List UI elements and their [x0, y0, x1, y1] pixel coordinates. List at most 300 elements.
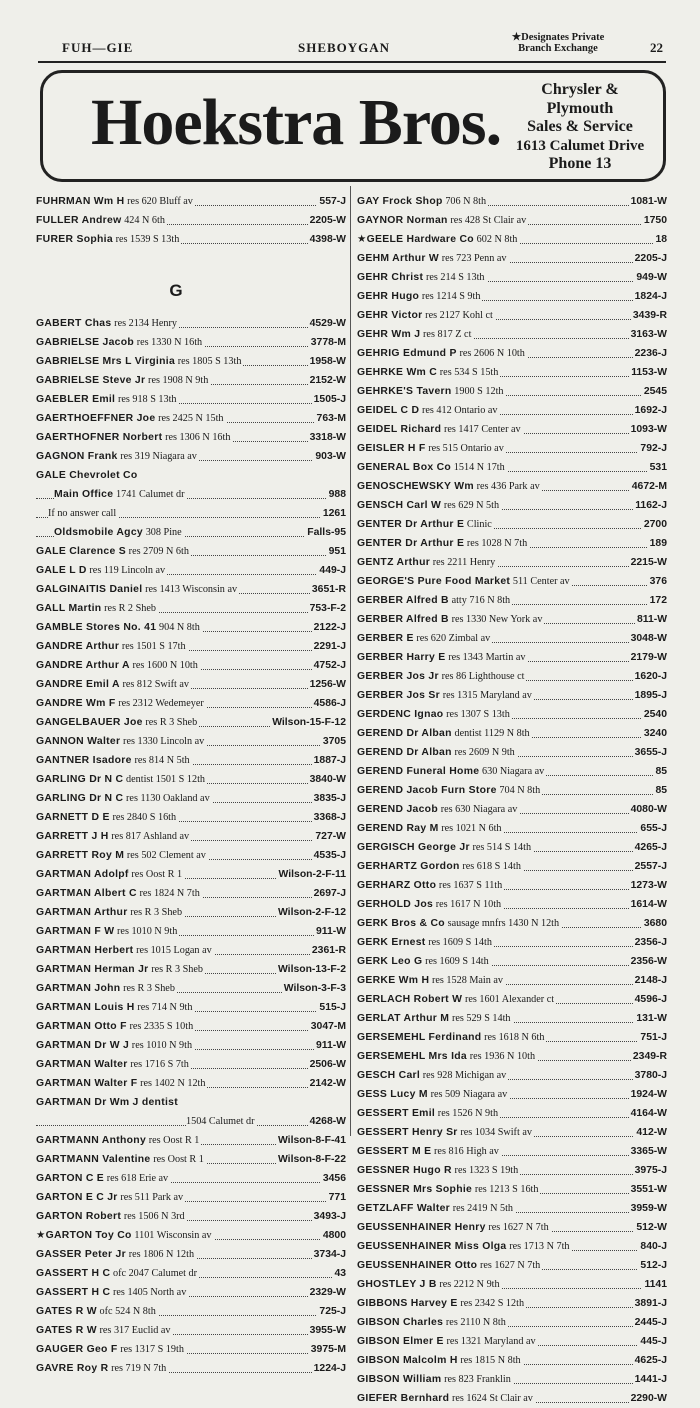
listing-entry: [357, 724, 667, 743]
entry-address: res 1413 Wisconsin av: [145, 584, 238, 595]
entry-address: res 1627 N 7th: [479, 1260, 541, 1271]
entry-phone: Wilson-13-F-2: [276, 960, 346, 979]
entry-phone: 2506-W: [308, 1055, 346, 1074]
entry-phone: 1824-J: [633, 287, 667, 306]
entry-name: GENTZ Arthur: [357, 557, 431, 568]
listing-entry: [36, 1036, 346, 1055]
entry-phone: 412-W: [634, 1123, 667, 1142]
entry-address: res 534 S 15th: [439, 367, 499, 378]
entry-text: [357, 575, 572, 587]
entry-address: res 723 Penn av: [441, 253, 507, 264]
entry-phone: 3651-R: [310, 580, 346, 599]
listing-entry: [36, 1264, 346, 1283]
entry-phone: 1153-W: [629, 363, 667, 382]
entry-address: res 816 High av: [434, 1146, 499, 1157]
listing-entry: [357, 1370, 667, 1389]
entry-text: [357, 803, 519, 815]
entry-text: [357, 1373, 513, 1385]
entry-text: [357, 480, 542, 492]
listing-entry: [36, 979, 346, 998]
entry-phone: 753-F-2: [308, 599, 346, 618]
entry-phone: 449-J: [317, 561, 346, 580]
entry-name: GERKE Wm H: [357, 975, 430, 986]
entry-text: [357, 1183, 540, 1195]
listing-entry: [36, 1112, 346, 1131]
listing-entry: [357, 1085, 667, 1104]
entry-name: GARTON C E: [36, 1173, 105, 1184]
entry-text: [36, 963, 205, 975]
listing-entry: [357, 192, 667, 211]
entry-phone: 2148-J: [633, 971, 667, 990]
entry-address: res 823 Franklin: [444, 1374, 511, 1385]
entry-address: res 620 Bluff av: [127, 196, 193, 207]
entry-phone: 949-W: [634, 268, 667, 287]
listing-entry: [357, 1142, 667, 1161]
listing-entry: [36, 1017, 346, 1036]
entry-address: res 1539 S 13th: [115, 234, 180, 245]
ad-line1: Chrysler &: [541, 81, 619, 98]
entry-text: [36, 678, 191, 690]
entry-name: GENTER Dr Arthur E: [357, 519, 465, 530]
entry-name: GEUSSENHAINER Miss Olga: [357, 1241, 507, 1252]
entry-name: GARTMAN Albert C: [36, 888, 137, 899]
entry-name: GALE L D: [36, 565, 87, 576]
entry-phone: 1750: [642, 211, 667, 230]
entry-name: GALGINAITIS Daniel: [36, 584, 143, 595]
entry-text: [357, 328, 473, 340]
entry-text: [36, 773, 207, 785]
entry-address: res Oost R 1: [153, 1154, 204, 1165]
entry-address: res 2609 N 9th: [454, 747, 515, 758]
entry-phone: 2356-W: [629, 952, 667, 971]
entry-text: [36, 469, 140, 481]
listing-entry: [357, 363, 667, 382]
listing-entry: [357, 743, 667, 762]
entry-name: GIBSON Charles: [357, 1317, 444, 1328]
entry-name: GENTER Dr Arthur E: [357, 538, 465, 549]
entry-name: FURER Sophia: [36, 234, 113, 245]
listing-entry: [36, 485, 346, 504]
entry-text: [36, 792, 212, 804]
entry-address: res 1528 Main av: [431, 975, 503, 986]
entry-phone: 4265-J: [633, 838, 667, 857]
entry-name: GAEBLER Emil: [36, 394, 116, 405]
entry-phone: 531: [648, 458, 667, 477]
listing-entry: [357, 420, 667, 439]
listing-entry: [36, 789, 346, 808]
entry-text: [357, 195, 488, 207]
entry-name: GERBER Harry E: [357, 652, 446, 663]
entry-name: GAERTHOFNER Norbert: [36, 432, 163, 443]
listing-entry: [36, 827, 346, 846]
entry-name: GEREND Funeral Home: [357, 766, 480, 777]
entry-text: [357, 233, 519, 245]
entry-address: res 1034 Swift av: [460, 1127, 532, 1138]
listing-entry: [36, 371, 346, 390]
listing-entry: [357, 325, 667, 344]
entry-phone: 751-J: [638, 1028, 667, 1047]
entry-phone: 771: [327, 1188, 346, 1207]
entry-phone: 512-W: [634, 1218, 667, 1237]
entry-address: res 1806 N 12th: [128, 1249, 195, 1260]
entry-text: [357, 499, 501, 511]
listing-entry: [36, 542, 346, 561]
entry-text: [357, 461, 507, 473]
entry-text: [357, 1278, 502, 1290]
entry-address: 1900 S 12th: [454, 386, 504, 397]
entry-address: res Oost R 1: [148, 1135, 200, 1146]
listing-entry: [357, 1047, 667, 1066]
entry-address: res 2110 N 8th: [445, 1317, 506, 1328]
listing-entry: [36, 713, 346, 732]
listing-entry: [36, 466, 346, 485]
entry-text: [357, 860, 523, 872]
entry-name: GANGELBAUER Joe: [36, 717, 143, 728]
entry-name: GATES R W: [36, 1306, 97, 1317]
entry-phone: 1924-W: [629, 1085, 667, 1104]
listing-entry: [357, 629, 667, 648]
entry-address: sausage mnfrs 1430 N 12th: [447, 918, 560, 929]
entry-text: [357, 1088, 509, 1100]
entry-name: GEHRIG Edmund P: [357, 348, 457, 359]
entry-address: res 714 N 9th: [137, 1002, 193, 1013]
listing-entry: [357, 439, 667, 458]
listing-entry: [357, 1123, 667, 1142]
listing-entry: [36, 230, 346, 249]
listing-entry: [36, 1340, 346, 1359]
entry-address: 706 N 8th: [445, 196, 487, 207]
entry-address: res 511 Park av: [120, 1192, 184, 1203]
listing-entry: [36, 1321, 346, 1340]
listing-entry: [36, 1074, 346, 1093]
ad-line4: 1613 Calumet Drive: [515, 137, 645, 154]
entry-address: res 514 S 14th: [472, 842, 532, 853]
entry-address: res 1600 N 10th: [132, 660, 198, 671]
entry-phone: 3551-W: [629, 1180, 667, 1199]
entry-text: [36, 195, 195, 207]
entry-address: res 2840 S 16th: [112, 812, 177, 823]
entry-text: [54, 488, 187, 500]
entry-phone: 1081-W: [629, 192, 667, 211]
entry-name: GEHR Victor: [357, 310, 423, 321]
entry-address: 704 N 8th: [499, 785, 541, 796]
entry-name: GESSNER Mrs Sophie: [357, 1184, 473, 1195]
entry-phone: 445-J: [638, 1332, 667, 1351]
listing-entry: [357, 268, 667, 287]
entry-text: [357, 252, 509, 264]
header-city: SHEBOYGAN: [298, 40, 391, 55]
entry-text: [36, 1001, 194, 1013]
listing-entry: [357, 800, 667, 819]
listing-entry: [357, 686, 667, 705]
entry-name: GEHRKE Wm C: [357, 367, 438, 378]
entry-phone: 3780-J: [633, 1066, 667, 1085]
listing-entry: [36, 1188, 346, 1207]
entry-phone: 515-J: [317, 998, 346, 1017]
entry-name: GEUSSENHAINER Otto: [357, 1260, 478, 1271]
listing-entry: [357, 496, 667, 515]
entry-address: res 2312 Wedemeyer: [118, 698, 204, 709]
listing-entry: [36, 352, 346, 371]
entry-address: res 1321 Maryland av: [446, 1336, 536, 1347]
listing-entry: [357, 610, 667, 629]
entry-phone: Wilson-3-F-3: [282, 979, 346, 998]
entry-name: GARRETT Roy M: [36, 850, 125, 861]
entry-text: [36, 849, 208, 861]
entry-phone: Wilson-8-F-41: [276, 1131, 346, 1150]
entry-text: [36, 1248, 196, 1260]
listing-entry: [36, 884, 346, 903]
entry-text: [36, 887, 202, 899]
listing-entry: [36, 675, 346, 694]
entry-phone: 2142-W: [308, 1074, 346, 1093]
entry-name: GARTMAN John: [36, 983, 121, 994]
entry-text: [357, 309, 495, 321]
entry-phone: 2540: [642, 705, 667, 724]
listing-entry: [357, 990, 667, 1009]
listing-entry: [357, 515, 667, 534]
entry-name: GERHARTZ Gordon: [357, 861, 460, 872]
entry-phone: 3318-W: [308, 428, 346, 447]
entry-name: GERK Leo G: [357, 956, 423, 967]
entry-phone: 1887-J: [312, 751, 346, 770]
listing-entry: [357, 382, 667, 401]
entry-address: res 509 Niagara av: [430, 1089, 508, 1100]
entry-name: GAVRE Roy R: [36, 1363, 109, 1374]
entry-address: res 630 Niagara av: [440, 804, 518, 815]
entry-phone: 3655-J: [633, 743, 667, 762]
entry-phone: 4529-W: [308, 314, 346, 333]
entry-address: res 1627 N 7th: [488, 1222, 549, 1233]
entry-text: [357, 898, 503, 910]
entry-address: dentist 1129 N 8th: [454, 728, 530, 739]
entry-text: [36, 1343, 186, 1355]
entry-text: [357, 385, 506, 397]
entry-text: [36, 1362, 168, 1374]
entry-phone: 903-W: [313, 447, 346, 466]
entry-name: GERLACH Robert W: [357, 994, 463, 1005]
listing-entry: [357, 876, 667, 895]
entry-address: res 2134 Henry: [114, 318, 177, 329]
entry-text: [36, 214, 167, 226]
entry-phone: 2349-R: [631, 1047, 667, 1066]
entry-phone: 3705: [321, 732, 346, 751]
entry-phone: 2205-J: [633, 249, 667, 268]
entry-address: 1741 Calumet dr: [116, 489, 185, 500]
entry-address: res 2211 Henry: [432, 557, 496, 568]
entry-phone: 1141: [642, 1275, 667, 1294]
entry-name: FUHRMAN Wm H: [36, 196, 125, 207]
entry-address: dentist 1501 S 12th: [126, 774, 205, 785]
entry-text: [357, 993, 556, 1005]
entry-name: GARTON E C Jr: [36, 1192, 118, 1203]
entry-name: GANNON Walter: [36, 736, 121, 747]
entry-phone: 763-M: [315, 409, 346, 428]
entry-name: FULLER Andrew: [36, 215, 122, 226]
entry-phone: 1224-J: [312, 1359, 346, 1378]
entry-name: GERHARZ Otto: [357, 880, 437, 891]
entry-address: res Oost R 1: [131, 869, 183, 880]
entry-text: [357, 765, 546, 777]
listing-entry: [357, 1180, 667, 1199]
left-column: [36, 192, 346, 1378]
column-divider: [350, 186, 351, 1136]
entry-address: res 1402 N 12th: [140, 1078, 206, 1089]
entry-phone: 1505-J: [312, 390, 346, 409]
entry-text: [357, 974, 505, 986]
listing-entry: [357, 458, 667, 477]
entry-name: GERBER Alfred B: [357, 614, 449, 625]
listing-entry: [36, 941, 346, 960]
entry-address: 424 N 6th: [124, 215, 165, 226]
listing-entry: [357, 534, 667, 553]
entry-name: GERK Ernest: [357, 937, 426, 948]
entry-address: res 1307 S 13th: [446, 709, 510, 720]
entry-phone: 3456: [321, 1169, 346, 1188]
entry-text: [36, 1096, 180, 1108]
entry-text: [36, 830, 191, 842]
entry-phone: 2179-W: [629, 648, 667, 667]
ad-line3: Sales & Service: [527, 118, 633, 135]
entry-phone: 3047-M: [309, 1017, 346, 1036]
entry-phone: 2700: [642, 515, 667, 534]
listing-entry: [36, 561, 346, 580]
entry-name: GABRIELSE Mrs L Virginia: [36, 356, 176, 367]
entry-text: [357, 1392, 535, 1404]
entry-address: res 817 Z ct: [423, 329, 472, 340]
listing-entry: [36, 960, 346, 979]
entry-text: [357, 1354, 523, 1366]
entry-phone: 3975-J: [633, 1161, 667, 1180]
entry-address: res 1417 Center av: [443, 424, 521, 435]
entry-phone: 3734-J: [312, 1245, 346, 1264]
listing-entry: [357, 230, 667, 249]
listing-entry: [36, 1226, 346, 1245]
entry-name: ★GEELE Hardware Co: [357, 234, 474, 245]
entry-address: res 629 N 5th: [443, 500, 500, 511]
entry-name: GARTMAN Herbert: [36, 945, 134, 956]
entry-name: GEREND Jacob Furn Store: [357, 785, 497, 796]
listing-entry: [36, 637, 346, 656]
listing-entry: [357, 819, 667, 838]
entry-text: [357, 632, 492, 644]
listing-entry: [357, 1218, 667, 1237]
header-note-line2: Branch Exchange: [518, 43, 598, 54]
entry-name: GERBER Jos Jr: [357, 671, 439, 682]
entry-name: GANTNER Isadore: [36, 755, 132, 766]
entry-name: GESSERT Emil: [357, 1108, 436, 1119]
entry-name: GARNETT D E: [36, 812, 110, 823]
entry-address: 630 Niagara av: [482, 766, 545, 777]
listing-entry: [36, 732, 346, 751]
entry-phone: 1614-W: [629, 895, 667, 914]
entry-name: GIBSON William: [357, 1374, 442, 1385]
entry-phone: 3975-M: [309, 1340, 346, 1359]
entry-text: [36, 811, 178, 823]
entry-text: [36, 735, 206, 747]
entry-name: GHOSTLEY J B: [357, 1279, 437, 1290]
entry-phone: 4800: [321, 1226, 346, 1245]
entry-phone: 951: [327, 542, 346, 561]
entry-name: GARTMANN Valentine: [36, 1154, 151, 1165]
entry-address: res 1506 N 3rd: [123, 1211, 185, 1222]
entry-name: GARTMAN Otto F: [36, 1021, 127, 1032]
listing-entry: [36, 580, 346, 599]
entry-phone: 840-J: [638, 1237, 667, 1256]
entry-phone: 4672-M: [630, 477, 667, 496]
entry-text: [357, 1240, 572, 1252]
entry-phone: 4268-W: [308, 1112, 346, 1131]
entry-address: ofc 2047 Calumet dr: [113, 1268, 198, 1279]
entry-address: res 1315 Maryland av: [442, 690, 532, 701]
entry-address: res 1601 Alexander ct: [464, 994, 555, 1005]
entry-address: res 1617 N 10th: [435, 899, 502, 910]
entry-name: GASSERT H C: [36, 1287, 111, 1298]
entry-address: res 214 S 13th: [425, 272, 485, 283]
entry-text: [36, 1324, 173, 1336]
entry-name: GIBSON Malcolm H: [357, 1355, 458, 1366]
entry-text: [36, 393, 179, 405]
entry-text: [36, 233, 181, 245]
entry-phone: 3778-M: [309, 333, 346, 352]
entry-phone: 2361-R: [310, 941, 346, 960]
entry-name: Main Office: [54, 489, 114, 500]
listing-entry: [357, 1332, 667, 1351]
header-range: FUH—GIE: [62, 40, 134, 55]
entry-text: [357, 955, 491, 967]
entry-phone: 2291-J: [312, 637, 346, 656]
entry-phone: 2557-J: [633, 857, 667, 876]
entry-text: [36, 982, 177, 994]
entry-text: [36, 716, 199, 728]
listing-entry: [36, 903, 346, 922]
header-note-line1: ★Designates Private: [511, 32, 605, 43]
entry-name: GERSEMEHL Ferdinand: [357, 1032, 482, 1043]
entry-phone: 376: [648, 572, 667, 591]
listing-entry: [36, 504, 346, 523]
listing-entry: [36, 846, 346, 865]
entry-name: GAGNON Frank: [36, 451, 118, 462]
entry-address: res 317 Euclid av: [99, 1325, 171, 1336]
entry-text: [357, 936, 494, 948]
entry-text: [357, 214, 528, 226]
listing-entry: [36, 447, 346, 466]
entry-name: GENSCH Carl W: [357, 500, 442, 511]
entry-name: GARTMAN Dr Wm J dentist: [36, 1097, 178, 1108]
entry-address: 904 N 8th: [159, 622, 200, 633]
entry-address: res 529 S 14th: [451, 1013, 511, 1024]
entry-text: [36, 431, 232, 443]
entry-text: [36, 697, 206, 709]
entry-name: GARTMAN Dr W J: [36, 1040, 130, 1051]
listing-entry: [357, 838, 667, 857]
entry-phone: 2545: [642, 382, 667, 401]
listing-entry: [36, 1169, 346, 1188]
entry-address: res 1716 S 7th: [130, 1059, 189, 1070]
section-letter: G: [169, 281, 183, 300]
entry-text: [54, 526, 184, 538]
blank-line: [36, 249, 346, 268]
entry-phone: 2152-W: [308, 371, 346, 390]
listing-entry: [357, 211, 667, 230]
entry-phone: 655-J: [638, 819, 667, 838]
page-header: [0, 30, 700, 60]
entry-address: res 1028 N 7th: [466, 538, 528, 549]
entry-name: GARTMANN Anthony: [36, 1135, 147, 1146]
listing-entry: [36, 1283, 346, 1302]
entry-address: res 1609 S 14th: [428, 937, 492, 948]
entry-name: GEREND Dr Alban: [357, 747, 452, 758]
